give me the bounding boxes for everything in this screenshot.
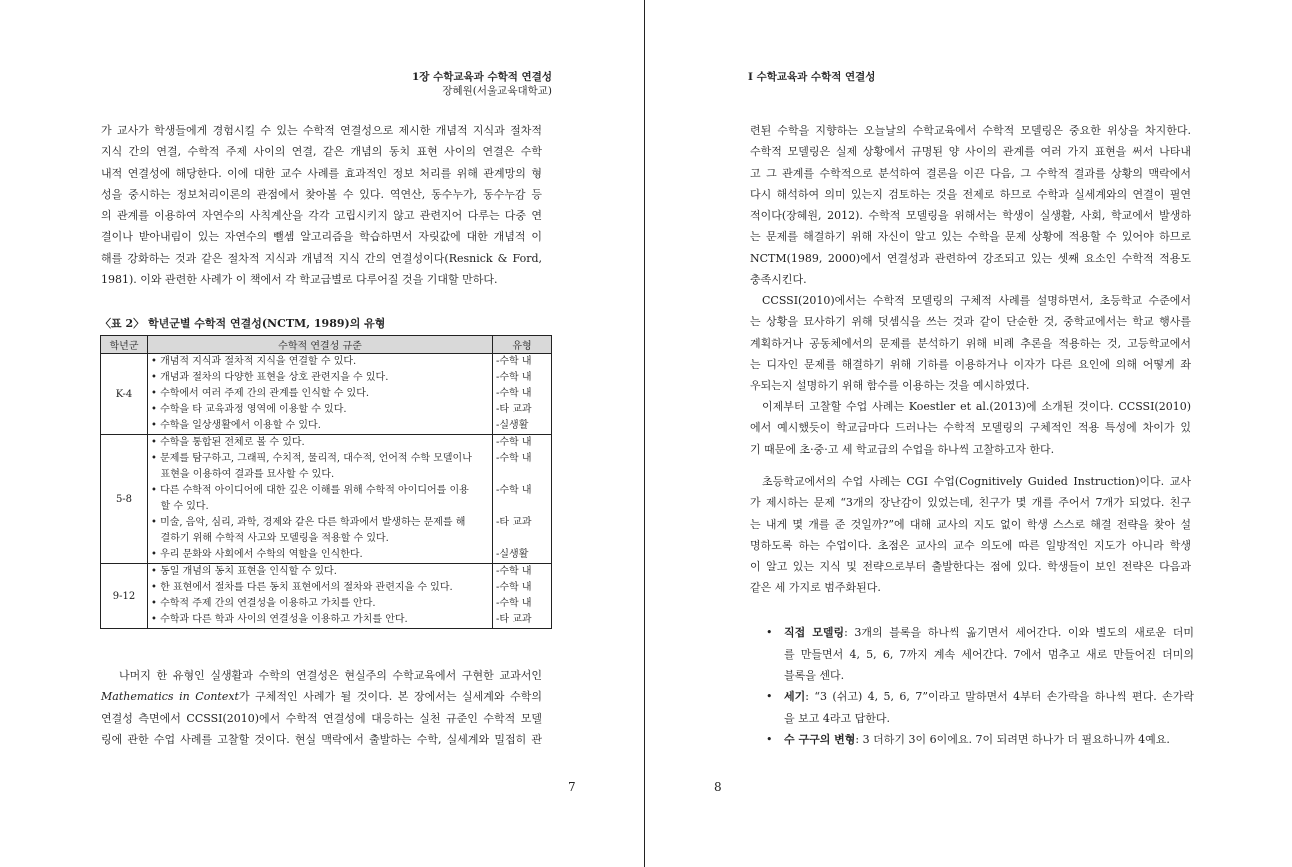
right-para2-line: 계획하거나 공동체에서의 문제를 분석하기 위해 비례 추론을 적용하는 것, 고등학교에서 bbox=[750, 336, 1191, 350]
right-para4-line: 가 제시하는 문제 “3개의 장난감이 있었는데, 친구가 몇 개를 주어서 7개가 되었다. 친구 bbox=[750, 496, 1191, 510]
standard-line: • 개념적 지식과 절차적 지식을 연결할 수 있다. bbox=[151, 356, 357, 367]
page-spine bbox=[644, 0, 645, 867]
right-para1-line: 수학적 모델링은 실제 상황에서 규명된 양 사이의 관계를 여러 가지 표현을 써서 나타내 bbox=[750, 145, 1191, 159]
right-para3-line: 기 때문에 초·중·고 세 학교급의 수업을 하나씩 고찰하고자 한다. bbox=[750, 442, 1055, 456]
bullet-dot-icon: • bbox=[766, 690, 773, 703]
table-row bbox=[101, 435, 552, 564]
right-para4-line: 명하도록 하는 수업이다. 초점은 교사의 교수 의도에 따른 일방적인 지도가 아니라 학생 bbox=[750, 538, 1191, 552]
right-para1-line: 련된 수학을 지향하는 오늘날의 수학교육에서 수학적 모델링은 중요한 위상을 차지한다. bbox=[750, 124, 1191, 137]
standards-cell bbox=[148, 435, 493, 564]
standard-line: • 수학에서 여러 주제 간의 관계를 인식할 수 있다. bbox=[151, 388, 370, 399]
strategy-bullet bbox=[766, 729, 1194, 751]
standard-line: • 한 표현에서 절차를 다른 동치 표현에서의 절차와 관련지을 수 있다. bbox=[151, 582, 453, 593]
right-header-title: Ⅰ 수학교육과 수학적 연결성 bbox=[748, 71, 876, 83]
bullet-text: 을 보고 4라고 답한다. bbox=[784, 711, 890, 725]
left-para1-line: 가 교사가 학생들에게 경험시킬 수 있는 수학적 연결성으로 제시한 개념적 지식과 절차적 bbox=[101, 124, 542, 137]
right-para3-line: 에서 예시했듯이 학교급마다 드러나는 수학적 모델링의 구체적인 적용 특성에 차이가 있 bbox=[750, 421, 1191, 435]
type-label: -실생활 bbox=[496, 420, 529, 431]
grade-band-cell: K-4 bbox=[101, 354, 148, 435]
bullet-text: 블록을 센다. bbox=[784, 669, 845, 683]
standard-line: • 수학을 일상생활에서 이용할 수 있다. bbox=[151, 420, 321, 431]
bullet-text: : “3 (쉬고) 4, 5, 6, 7”이라고 말하면서 4부터 손가락을 하나씩 편다. 손가락 bbox=[805, 690, 1194, 703]
right-para4-line: 초등학교에서의 수업 사례는 CGI 수업(Cognitively Guided Instruction)이다. 교사 bbox=[762, 475, 1191, 488]
strategy-bullet bbox=[766, 686, 1194, 729]
table-row bbox=[101, 564, 552, 629]
type-label: -타 교과 bbox=[496, 404, 532, 415]
bullet-text: 를 만들면서 4, 5, 6, 7까지 계속 세어간다. 7에서 멈추고 새로 만들어진 더미의 bbox=[784, 647, 1194, 661]
para2-line-2 bbox=[101, 686, 542, 707]
table-header-grade: 학년군 bbox=[101, 336, 148, 354]
right-para2-line: 우되는지 설명하기 위해 함수를 이용하는 것을 예시하였다. bbox=[750, 379, 1030, 393]
left-header-author: 장혜원(서울교육대학교) bbox=[442, 85, 552, 97]
right-para2-line: 는 디자인 문제를 해결하기 위해 기하를 이용하거나 이자가 다른 요인에 의해 어떻게 좌 bbox=[750, 357, 1191, 371]
type-label bbox=[496, 467, 548, 483]
standard-line: 할 수 있다. bbox=[151, 501, 209, 512]
left-page-number: 7 bbox=[568, 780, 576, 794]
type-label: -수학 내 bbox=[496, 388, 532, 399]
strategy-bullet bbox=[766, 622, 1194, 687]
left-page bbox=[0, 0, 644, 867]
grade-band-cell: 9-12 bbox=[101, 564, 148, 629]
left-para1-line: 해를 강화하는 것과 같은 절차적 지식과 개념적 지식 간의 연결성이다(Resnick & Ford, bbox=[101, 251, 542, 265]
standard-line: • 문제를 탐구하고, 그래픽, 수치적, 물리적, 대수적, 언어적 수학 모델이나 bbox=[151, 453, 472, 464]
table-header-standard: 수학적 연결성 규준 bbox=[148, 336, 493, 354]
standard-line: • 수학과 다른 학과 사이의 연결성을 이용하고 가치를 안다. bbox=[151, 614, 408, 625]
standard-line: • 미술, 음악, 심리, 과학, 경제와 같은 다른 학과에서 발생하는 문제를 해 bbox=[151, 517, 466, 528]
type-label: -수학 내 bbox=[496, 582, 532, 593]
type-label: -수학 내 bbox=[496, 485, 532, 496]
right-page-number: 8 bbox=[714, 780, 722, 794]
right-para2-line: 는 상황을 묘사하기 위해 덧셈식을 쓰는 것과 같이 단순한 것, 중학교에서는 학교 행사를 bbox=[750, 315, 1191, 329]
standard-line: • 다른 수학적 아이디어에 대한 깊은 이해를 위해 수학적 아이디어를 이용 bbox=[151, 485, 469, 496]
bullet-line bbox=[784, 665, 1194, 687]
standard-line: 결하기 위해 수학적 사고와 모델링을 적용할 수 있다. bbox=[151, 533, 389, 544]
para2-rest-line: 연결성 측면에서 CCSSI(2010)에서 수학적 연결성에 대응하는 실천 규준인 수학적 모델 bbox=[101, 711, 542, 725]
bullet-dot-icon: • bbox=[766, 626, 773, 639]
bullet-line bbox=[784, 686, 1194, 708]
type-label: -수학 내 bbox=[496, 566, 532, 577]
standard-line: 표현을 이용하여 결과를 묘사할 수 있다. bbox=[151, 469, 335, 480]
left-para1-line: 결이나 받아내림이 있는 자연수의 뺄셈 알고리즘을 학습하면서 자릿값에 대한 개념적 이 bbox=[101, 230, 542, 244]
type-label: -수학 내 bbox=[496, 453, 532, 464]
table-header-type: 유형 bbox=[493, 336, 552, 354]
type-label: -수학 내 bbox=[496, 356, 532, 367]
table-row bbox=[101, 354, 552, 435]
strategy-term: 직접 모델링 bbox=[784, 626, 845, 639]
right-para1-line: 고 그 관계를 수학적으로 분석하여 결론을 이끈 다음, 그 수학적 결과를 상황의 맥락에서 bbox=[750, 166, 1191, 180]
right-page bbox=[646, 0, 1292, 867]
left-para1-line: 지식 간의 연결, 수학적 주제 사이의 연결, 같은 개념의 동치 표현 사이의 연결은 수학 bbox=[101, 145, 542, 159]
left-para1-line: 성을 중시하는 정보처리이론의 관점에서 찾아볼 수 있다. 역연산, 동수누가, 동수누감 등 bbox=[101, 187, 542, 201]
standards-cell bbox=[148, 354, 493, 435]
standard-line: • 수학적 주제 간의 연결성을 이용하고 가치를 안다. bbox=[151, 598, 376, 609]
type-label: -수학 내 bbox=[496, 372, 532, 383]
standard-line: • 우리 문화와 사회에서 수학의 역할을 인식한다. bbox=[151, 549, 363, 560]
standard-line: • 수학을 타 교육과정 영역에 이용할 수 있다. bbox=[151, 404, 347, 415]
left-para1-line: 의 관계를 이용하여 자연수의 사칙계산을 각각 고립시키지 않고 관련지어 다루는 다중 연 bbox=[101, 209, 542, 223]
standard-line: • 개념과 절차의 다양한 표현을 상호 관련지을 수 있다. bbox=[151, 372, 389, 383]
bullet-line bbox=[784, 622, 1194, 644]
type-cell bbox=[493, 564, 552, 629]
right-para1-line: 는 문제를 해결하기 위해 자신이 알고 있는 수학을 문제 상황에 적용할 수 있어야 하므로 bbox=[750, 230, 1191, 244]
bullet-line bbox=[784, 729, 1194, 751]
right-paragraph-4 bbox=[750, 471, 1191, 599]
para2-rest-line: 링에 관한 수업 사례를 고찰할 것이다. 현실 맥락에서 출발하는 수학, 실세계와 밀접히 관 bbox=[101, 732, 542, 746]
left-paragraph-1 bbox=[101, 120, 542, 290]
type-label: -수학 내 bbox=[496, 437, 532, 448]
bullet-text: : 3개의 블록을 하나씩 옮기면서 세어간다. 이와 별도의 새로운 더미 bbox=[844, 626, 1194, 639]
grade-band-cell: 5-8 bbox=[101, 435, 148, 564]
strategy-term: 세기 bbox=[784, 690, 806, 703]
right-para1-line: NCTM(1989, 2000)에서 연결성과 관련하여 강조되고 있는 셋째 요소인 수학적 적용도 bbox=[750, 251, 1191, 265]
left-header-title: 1장 수학교육과 수학적 연결성 bbox=[412, 71, 552, 83]
bullet-text: : 3 더하기 3이 6이에요. 7이 되려면 하나가 더 필요하니까 4예요. bbox=[855, 733, 1170, 746]
right-para1-line: 충족시킨다. bbox=[750, 273, 807, 287]
type-label: -타 교과 bbox=[496, 517, 532, 528]
table-caption: 〈표 2〉 학년군별 수학적 연결성(NCTM, 1989)의 유형 bbox=[100, 317, 386, 330]
type-label bbox=[496, 499, 548, 515]
standards-cell bbox=[148, 564, 493, 629]
bullet-line bbox=[784, 644, 1194, 666]
strategy-term: 수 구구의 변형 bbox=[784, 733, 856, 746]
type-label: -수학 내 bbox=[496, 598, 532, 609]
para2-line-1: 나머지 한 유형인 실생활과 수학의 연결성은 현실주의 수학교육에서 구현한 교과서인 bbox=[119, 669, 542, 682]
right-para4-line: 같은 세 가지로 범주화된다. bbox=[750, 581, 881, 595]
right-para2-line: CCSSI(2010)에서는 수학적 모델링의 구체적 사례를 설명하면서, 초등학교 수준에서 bbox=[762, 294, 1191, 307]
standard-line: • 동일 개념의 동치 표현을 인식할 수 있다. bbox=[151, 566, 337, 577]
left-para1-line: 내적 연결성에 해당한다. 이에 대한 교수 사례를 효과적인 정보 처리를 위해 관계망의 형 bbox=[101, 166, 542, 180]
bullet-dot-icon: • bbox=[766, 733, 773, 746]
book-title-italic: Mathematics in Context bbox=[101, 690, 239, 704]
left-para1-line: 1981). 이와 관련한 사례가 이 책에서 각 학교급별로 다루어질 것을 기대할 만하다. bbox=[101, 273, 498, 287]
type-label: -실생활 bbox=[496, 549, 529, 560]
type-label: -타 교과 bbox=[496, 614, 532, 625]
right-para4-line: 는 내게 몇 개를 준 것일까?”에 대해 교사의 지도 없이 학생 스스로 해결 전략을 찾아 설 bbox=[750, 517, 1191, 531]
connectivity-table bbox=[100, 335, 552, 629]
standard-line: • 수학을 통합된 전체로 볼 수 있다. bbox=[151, 437, 305, 448]
type-cell bbox=[493, 354, 552, 435]
right-para4-line: 이 알고 있는 지식 및 전략으로부터 출발한다는 점에 있다. 학생들이 보인 전략은 다음과 bbox=[750, 560, 1191, 574]
left-paragraph-2 bbox=[101, 665, 542, 750]
right-paragraph-1 bbox=[750, 120, 1191, 290]
type-cell bbox=[493, 435, 552, 564]
right-para1-line: 적이다(장혜원, 2012). 수학적 모델링을 위해서는 학생이 실생활, 사회, 학교에서 발생하 bbox=[750, 209, 1191, 223]
right-paragraph-3 bbox=[750, 396, 1191, 460]
bullet-line bbox=[784, 708, 1194, 730]
right-para3-line: 이제부터 고찰할 수업 사례는 Koestler et al.(2013)에 소개된 것이다. CCSSI(2010) bbox=[762, 400, 1191, 413]
right-para1-line: 다시 해석하여 의미 있는지 검토하는 것을 전제로 하므로 수학과 실세계와의 연결이 필연 bbox=[750, 187, 1191, 201]
para2-line-2-rest: 가 구체적인 사례가 될 것이다. 본 장에서는 실세계와 수학의 bbox=[238, 690, 543, 704]
type-label bbox=[496, 531, 548, 547]
right-paragraph-2 bbox=[750, 290, 1191, 396]
